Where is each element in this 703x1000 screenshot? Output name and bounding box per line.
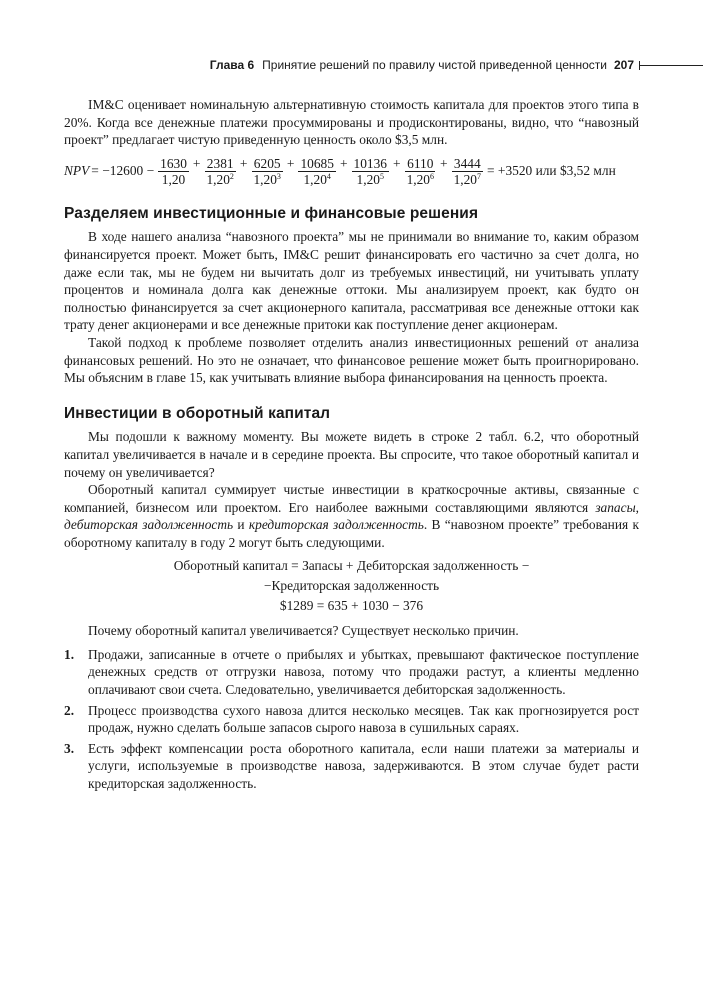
npv-fraction [158, 156, 189, 187]
page-number: 207 [614, 58, 635, 72]
fraction-denominator: 1,20$^6$ [406, 171, 434, 187]
working-capital-formula-values: $1289 = 635 + 1030 − 376 [279, 597, 424, 613]
page-body [64, 96, 639, 796]
running-header [0, 58, 703, 76]
paragraph [64, 481, 639, 551]
npv-fraction [204, 156, 235, 187]
term-inventory: запасы [595, 499, 636, 515]
paragraph: Мы подошли к важному моменту. Вы можете видеть в строке 2 табл. 6.2, что оборотный капитал увеличивается в начале и в середине проекта. Вы спросите, что такое оборотный капитал и почему он увеличивается? [64, 429, 639, 480]
plus-sign: + [192, 155, 201, 171]
fraction-denominator: 1,20$^3$ [253, 171, 281, 187]
npv-fraction [452, 156, 483, 187]
working-capital-formula-line2: −Кредиторская задолженность [263, 578, 440, 594]
list-text: Процесс производства сухого навоза длится несколько месяцев. Так как прогнозируется рост продаж, нужно сделать больше запасов сырого навоза в сушильных сараях. [88, 702, 639, 736]
fraction-denominator: 1,20 [161, 171, 186, 187]
npv-equation [64, 155, 639, 187]
exponent: 6 [430, 171, 434, 181]
plus-sign: + [393, 155, 401, 171]
list-number: 2. [64, 702, 75, 718]
npv-result: = +3520 или $3,52 млн [487, 162, 616, 178]
chapter-title: Принятие решений по правилу чистой приведенной ценности [262, 58, 607, 72]
paragraph: В ходе нашего анализа “навозного проекта” мы не принимали во внимание то, каким образом финансируется проект. Может быть, IM&C решит финансировать его частично за счет долга, но даже если так, мы не будем ни вычитать долг из требуемых инвестиций, ни учитывать уплату процентов и номинала долга как денежные оттоки. Мы анализируем проект, как будто он полностью финансируется за счет акционерного капитала, рассматривая все денежные оттоки как трату денег акционерами и все денежные притоки как поступление денег акционерам. [64, 229, 639, 333]
exponent: 7 [477, 171, 481, 181]
fraction-numerator: 6205 [253, 155, 281, 171]
exponent: 3 [276, 171, 281, 181]
npv-label: NPV [64, 162, 90, 178]
exponent: 5 [379, 171, 384, 181]
npv-start: = −12600 − [91, 162, 155, 178]
plus-sign: + [286, 155, 295, 171]
text-run: и [233, 517, 249, 533]
fraction-denominator: 1,20$^7$ [453, 171, 481, 187]
plus-sign: + [239, 155, 248, 171]
list-item [64, 646, 639, 699]
exponent: 2 [229, 171, 234, 181]
npv-fraction [251, 156, 282, 187]
fraction-numerator: 10685 [300, 155, 334, 171]
intro-paragraph: IM&C оценивает номинальную альтернативную стоимость капитала для проектов этого типа в 20%. Когда все денежные платежи просуммированы и продисконтированы, видно, что “навозный проект” предлагает чистую приведенную ценность около $3,5 млн. [64, 97, 639, 148]
npv-fraction [352, 156, 389, 187]
list-text: Есть эффект компенсации роста оборотного капитала, если наши платежи за материалы и услуги, используемые в производстве навоза, задерживаются. В этом случае будет расти кредиторская задолженность. [88, 740, 639, 791]
plus-sign: + [440, 155, 448, 171]
chapter-heading [210, 58, 607, 72]
fraction-denominator: 1,20$^5$ [356, 171, 384, 187]
section-heading-financing: Разделяем инвестиционные и финансовые решения [64, 204, 479, 222]
plus-sign: + [339, 155, 348, 171]
text-run: . В “навозном проекте” требования к оборотному капиталу в году 2 могут быть следующими. [64, 517, 639, 550]
text-run: , [635, 499, 639, 515]
list-text: Продажи, записанные в отчете о прибылях и убытках, превышают фактическое поступление денежных средств от отгрузки навоза, потому что продажи растут, а клиенты медленно оплачивают свои счета. Следовательно, увеличивается дебиторская задолженность. [88, 646, 639, 698]
fraction-numerator: 6110 [407, 155, 434, 171]
fraction-denominator: 1,20$^4$ [303, 171, 331, 187]
fraction-numerator: 2381 [206, 155, 234, 171]
fraction-numerator: 3444 [453, 155, 481, 171]
paragraph: Почему оборотный капитал увеличивается? Существует несколько причин. [88, 623, 519, 639]
reasons-list [64, 646, 639, 793]
text-run: Оборотный капитал суммирует чистые инвестиции в краткосрочные активы, связанные с компанией, бизнесом или проектом. Его наиболее важными составляющими являются [64, 482, 639, 515]
paragraph: Такой подход к проблеме позволяет отделить анализ инвестиционных решений от анализа финансовых решений. Но это не означает, что финансовое решение может быть проигнорировано. Мы объясним в главе 15, как учитывать влияние выбора финансирования на ценность проекта. [64, 334, 639, 386]
header-rule [639, 65, 703, 66]
list-number: 3. [64, 740, 75, 756]
term-receivables: дебиторская задолженность [64, 517, 234, 533]
exponent: 4 [326, 171, 331, 181]
chapter-number: Глава 6 [209, 58, 255, 72]
npv-fraction [405, 156, 436, 187]
term-payables: кредиторская задолженность [248, 517, 424, 533]
list-item [64, 740, 639, 793]
list-item [64, 702, 639, 737]
fraction-denominator: 1,20$^2$ [206, 171, 234, 187]
section-heading-working-capital: Инвестиции в оборотный капитал [64, 404, 331, 422]
working-capital-formula-line1: Оборотный капитал = Запасы + Дебиторская задолженность − [173, 558, 530, 574]
npv-terms [156, 155, 485, 187]
npv-fraction [298, 156, 335, 187]
list-number: 1. [64, 646, 75, 662]
fraction-numerator: 10136 [353, 155, 387, 171]
fraction-numerator: 1630 [160, 155, 187, 171]
